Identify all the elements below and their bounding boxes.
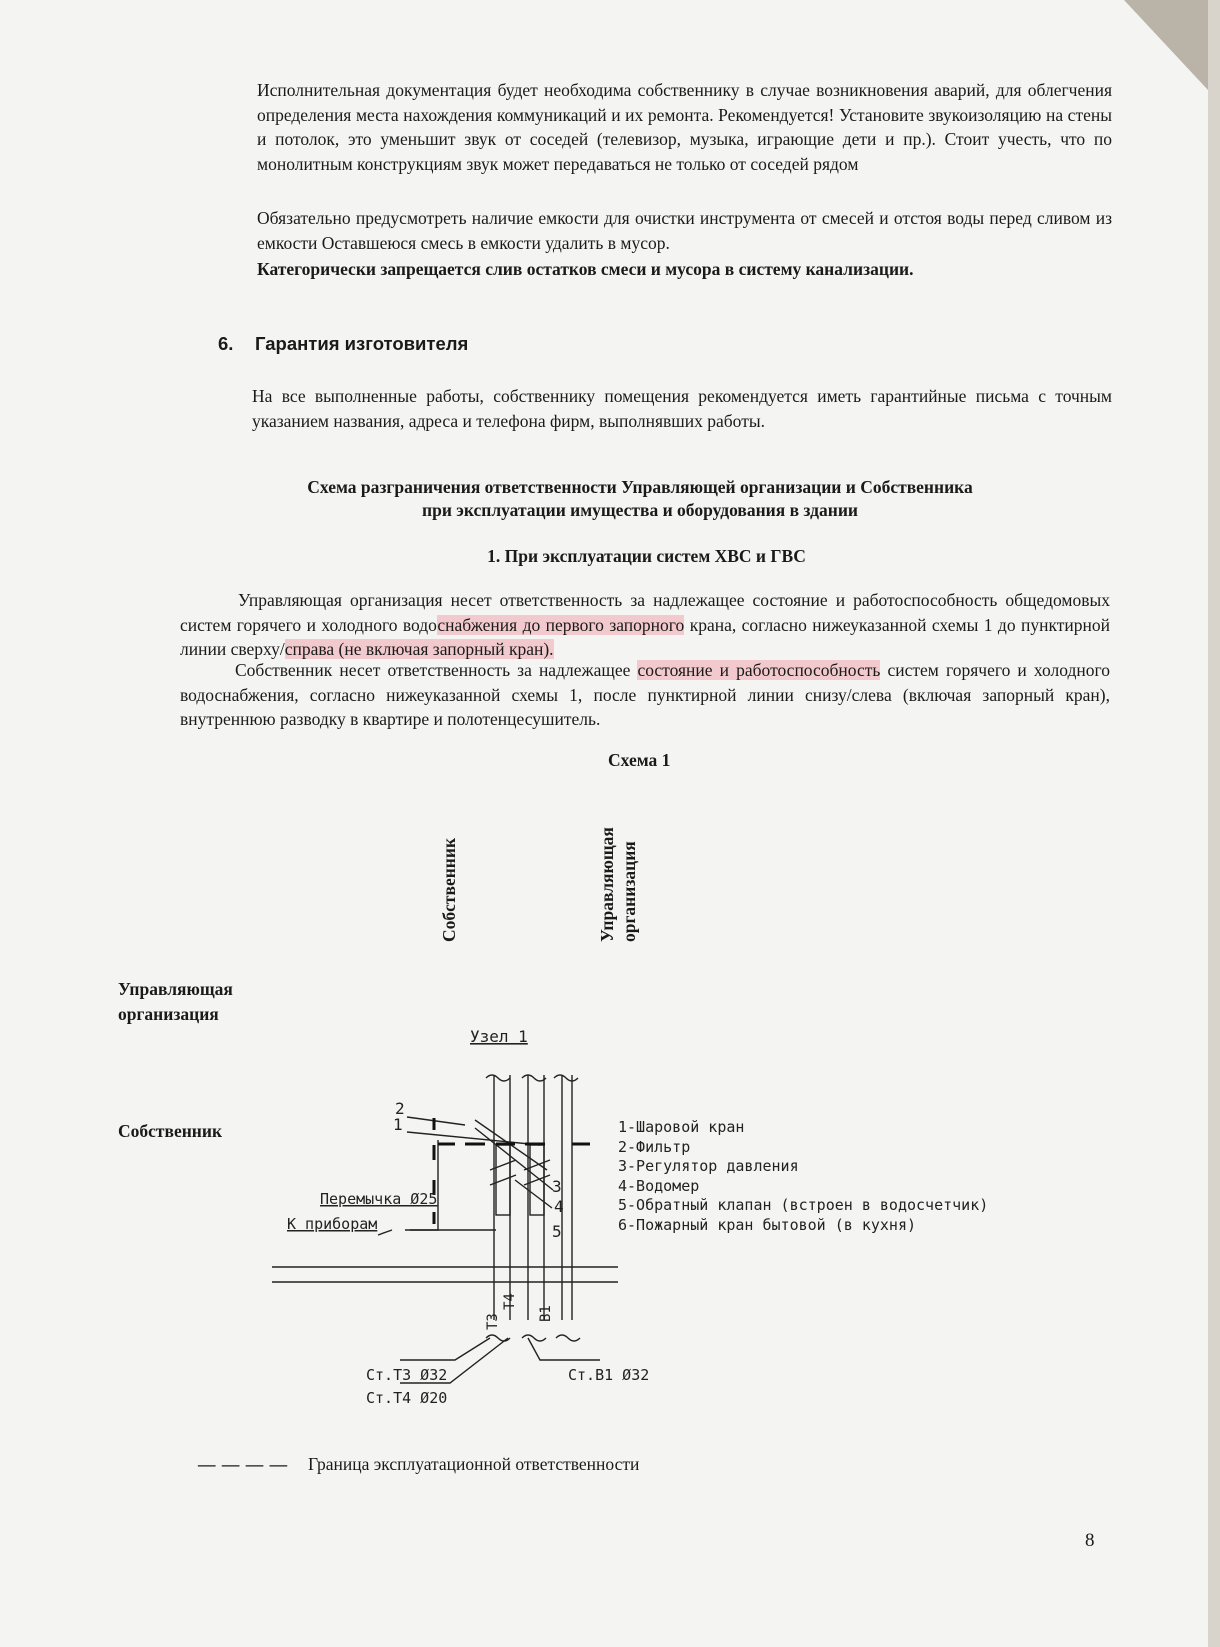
- vertical-label-management: Управляющая организация: [597, 827, 639, 942]
- boundary-legend-text: Граница эксплуатационной ответственности: [308, 1454, 640, 1474]
- vertical-label-owner: Собственник: [439, 837, 459, 942]
- p1-text-a: Управляющая организация несет ответственность за надлежащее состояние и работоспособность общедомовых систем горячего и холодного водо: [180, 590, 1110, 635]
- legend-item: 5-Обратный клапан (встроен в водосчетчик): [618, 1196, 989, 1214]
- page-corner-shadow: [1088, 0, 1208, 90]
- side-label-owner: Собственник: [118, 1121, 223, 1141]
- p2-text-a: Собственник несет ответственность за надлежащее: [235, 660, 638, 680]
- section-6-text: На все выполненные работы, собственнику помещения рекомендуется иметь гарантийные письма с точным указанием названия, адреса и телефона фирм, выполнявших работы.: [252, 386, 1112, 431]
- legend-item: 1-Шаровой кран: [618, 1118, 745, 1136]
- label-jumper: Перемычка Ø25: [320, 1190, 438, 1208]
- p1-highlight-2: справа (не включая запорный кран).: [284, 639, 554, 659]
- marker-2: 2: [395, 1099, 405, 1118]
- marker-5: 5: [552, 1222, 562, 1241]
- p1-highlight-1: снабжения до первого запорного: [437, 614, 685, 635]
- legend-item: 6-Пожарный кран бытовой (в кухня): [618, 1215, 917, 1234]
- riser-label-t4: Ст.Т4 Ø20: [366, 1389, 448, 1407]
- section-6-number: 6.: [218, 333, 234, 354]
- marker-1: 1: [393, 1115, 403, 1134]
- legend-list: [618, 1118, 988, 1235]
- subsection-paragraph-2: [180, 658, 1110, 732]
- riser-label-t3: Ст.Т3 Ø32: [366, 1366, 448, 1384]
- p1-text-b: крана, согласно нижеуказанной схемы 1 до пунктирной линии сверху/: [180, 614, 1110, 659]
- marker-3: 3: [552, 1177, 562, 1196]
- pipe-label-b1: В1: [538, 1305, 554, 1322]
- riser-label-b1: Ст.В1 Ø32: [568, 1366, 650, 1384]
- label-to-devices: К приборам: [287, 1215, 378, 1233]
- p2-text-b: систем горячего и холодного водоснабжения, согласно нижеуказанной схемы 1, после пунктирной линии снизу/слева (включая запорный кран), внутреннюю разводку в квартире и полотенцесушитель.: [180, 660, 1110, 729]
- intro-warning: Категорически запрещается слив остатков смеси и мусора в систему канализации.: [257, 259, 914, 279]
- subsection-title: 1. При эксплуатации систем ХВС и ГВС: [487, 546, 806, 566]
- schema-caption: Схема 1: [608, 750, 671, 770]
- pipe-label-t4: Т4: [502, 1293, 518, 1310]
- scheme-title-line-2: при эксплуатации имущества и оборудования в здании: [422, 500, 858, 520]
- intro-paragraph-1: Исполнительная документация будет необходима собственнику в случае возникновения аварий, для облегчения определения места нахождения коммуникаций и их ремонта. Рекомендуется! Установите звукоизоляцию на стены и потолок, это уменьшит звук от соседей (телевизор, музыка, играющие дети и пр.). Стоит учесть, что по монолитным конструкциям звук может передаваться не только от соседей рядом: [257, 80, 1112, 174]
- marker-4: 4: [554, 1197, 564, 1216]
- page-number: 8: [1085, 1530, 1095, 1551]
- side-label-management: Управляющая организация: [118, 979, 233, 1024]
- section-6-title: Гарантия изготовителя: [255, 333, 469, 354]
- legend-item: 2-Фильтр: [618, 1137, 691, 1156]
- pipe-label-t3: Т3: [485, 1313, 501, 1330]
- legend-item: 4-Водомер: [618, 1176, 700, 1195]
- p2-highlight: состояние и работоспособность: [637, 660, 881, 680]
- scheme-title-line-1: Схема разграничения ответственности Управляющей организации и Собственника: [307, 477, 973, 497]
- legend-item: 3-Регулятор давления: [618, 1157, 799, 1175]
- boundary-legend-dashes: — — — —: [198, 1454, 289, 1474]
- node-title: Узел 1: [470, 1027, 528, 1046]
- subsection-paragraph-1: [180, 588, 1110, 662]
- intro-paragraph-2: Обязательно предусмотреть наличие емкости для очистки инструмента от смесей и отстоя воды перед сливом из емкости Оставшеюся смесь в емкости удалить в мусор.: [257, 208, 1112, 253]
